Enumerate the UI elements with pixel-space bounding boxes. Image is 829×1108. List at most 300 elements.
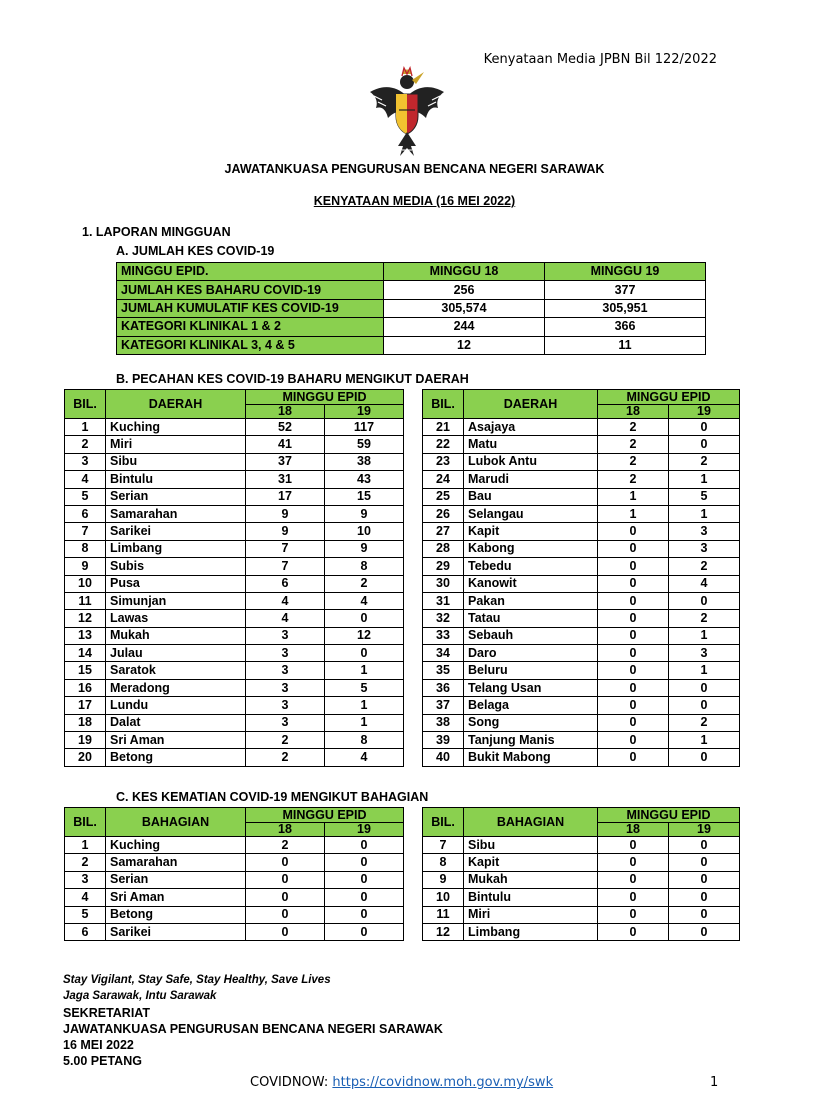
slogan-english: Stay Vigilant, Stay Safe, Stay Healthy, Save Lives xyxy=(63,974,331,986)
row-number: 38 xyxy=(423,714,464,731)
week-18-value: 0 xyxy=(598,645,669,662)
area-name: Sri Aman xyxy=(106,889,246,906)
row-number: 6 xyxy=(65,505,106,522)
table-body xyxy=(423,837,740,941)
week-18-value: 52 xyxy=(246,419,325,436)
week-18-value: 9 xyxy=(246,505,325,522)
area-name: Betong xyxy=(106,749,246,766)
area-name: Simunjan xyxy=(106,592,246,609)
week-18-value: 0 xyxy=(598,662,669,679)
week-19-header: 19 xyxy=(669,404,740,419)
week-19-value: 9 xyxy=(325,540,404,557)
covidnow-link[interactable]: https://covidnow.moh.gov.my/swk xyxy=(332,1075,554,1090)
area-name: Subis xyxy=(106,558,246,575)
week-18-value: 7 xyxy=(246,540,325,557)
week-19-value: 0 xyxy=(325,889,404,906)
week-18-value: 1 xyxy=(598,505,669,522)
section-b-heading: B. PECAHAN KES COVID-19 BAHARU MENGIKUT DAERAH xyxy=(116,372,469,386)
table-body xyxy=(423,419,740,767)
week-19-value: 59 xyxy=(325,436,404,453)
area-name: Lubok Antu xyxy=(464,453,598,470)
week-19-header: 19 xyxy=(325,404,404,419)
table-row xyxy=(65,471,404,488)
week-18-value: 0 xyxy=(598,714,669,731)
row-number: 17 xyxy=(65,697,106,714)
week-18-header: 18 xyxy=(246,822,325,837)
week-19-value: 1 xyxy=(325,697,404,714)
week-19-value: 2 xyxy=(669,714,740,731)
week-19-value: 0 xyxy=(325,854,404,871)
week-19-header: 19 xyxy=(669,822,740,837)
area-name: Telang Usan xyxy=(464,679,598,696)
area-name: Kuching xyxy=(106,419,246,436)
table-row xyxy=(65,871,404,888)
page-number: 1 xyxy=(710,1075,719,1090)
bil-header: BIL. xyxy=(65,390,106,419)
table-row xyxy=(65,453,404,470)
week-19-value: 0 xyxy=(669,436,740,453)
week-19-value: 5 xyxy=(325,679,404,696)
week-18-value: 0 xyxy=(598,837,669,854)
area-name: Tatau xyxy=(464,610,598,627)
table-row xyxy=(423,610,740,627)
week-19-value: 0 xyxy=(325,871,404,888)
table-row xyxy=(65,906,404,923)
week-19-value: 0 xyxy=(669,749,740,766)
week-19-value: 0 xyxy=(669,419,740,436)
table-row xyxy=(423,558,740,575)
table-row xyxy=(117,281,706,299)
week-18-value: 0 xyxy=(598,592,669,609)
week-18-value: 0 xyxy=(598,889,669,906)
area-name: Samarahan xyxy=(106,854,246,871)
row-number: 34 xyxy=(423,645,464,662)
table-row xyxy=(65,592,404,609)
table-row xyxy=(423,523,740,540)
media-statement-reference: Kenyataan Media JPBN Bil 122/2022 xyxy=(483,52,717,67)
week-18-value: 2 xyxy=(246,732,325,749)
week-18-value: 3 xyxy=(246,697,325,714)
week-18-value: 0 xyxy=(598,523,669,540)
area-name: Meradong xyxy=(106,679,246,696)
row-number: 22 xyxy=(423,436,464,453)
row-number: 19 xyxy=(65,732,106,749)
epid-week-header: MINGGU EPID xyxy=(598,808,740,823)
table-cell: 11 xyxy=(545,336,706,354)
area-name: Asajaya xyxy=(464,419,598,436)
area-name: Kabong xyxy=(464,540,598,557)
week-18-value: 6 xyxy=(246,575,325,592)
area-name: Sri Aman xyxy=(106,732,246,749)
table-header-cell: MINGGU 18 xyxy=(384,263,545,281)
row-number: 26 xyxy=(423,505,464,522)
row-number: 5 xyxy=(65,906,106,923)
week-18-value: 0 xyxy=(246,871,325,888)
area-name: Bau xyxy=(464,488,598,505)
week-18-value: 0 xyxy=(598,540,669,557)
week-19-value: 1 xyxy=(669,627,740,644)
week-19-value: 2 xyxy=(669,610,740,627)
week-18-header: 18 xyxy=(598,822,669,837)
row-number: 16 xyxy=(65,679,106,696)
table-row xyxy=(423,592,740,609)
row-number: 23 xyxy=(423,453,464,470)
area-name: Kapit xyxy=(464,523,598,540)
week-18-header: 18 xyxy=(246,404,325,419)
table-row xyxy=(65,610,404,627)
table-cell: 244 xyxy=(384,318,545,336)
division-header: BAHAGIAN xyxy=(464,808,598,837)
week-18-value: 0 xyxy=(598,906,669,923)
week-19-value: 0 xyxy=(669,889,740,906)
row-label: KATEGORI KLINIKAL 1 & 2 xyxy=(117,318,384,336)
row-number: 11 xyxy=(65,592,106,609)
area-name: Pusa xyxy=(106,575,246,592)
area-name: Miri xyxy=(106,436,246,453)
row-label: KATEGORI KLINIKAL 3, 4 & 5 xyxy=(117,336,384,354)
area-name: Serian xyxy=(106,488,246,505)
area-name: Kanowit xyxy=(464,575,598,592)
week-18-header: 18 xyxy=(598,404,669,419)
row-number: 24 xyxy=(423,471,464,488)
table-row xyxy=(423,697,740,714)
epid-week-header: MINGGU EPID xyxy=(246,390,404,405)
week-19-value: 1 xyxy=(325,714,404,731)
table-cell: 12 xyxy=(384,336,545,354)
district-header: DAERAH xyxy=(106,390,246,419)
week-18-value: 2 xyxy=(598,453,669,470)
week-18-value: 7 xyxy=(246,558,325,575)
week-19-value: 8 xyxy=(325,732,404,749)
row-number: 18 xyxy=(65,714,106,731)
week-19-value: 0 xyxy=(669,871,740,888)
week-19-value: 0 xyxy=(325,645,404,662)
week-19-value: 2 xyxy=(669,453,740,470)
week-19-value: 1 xyxy=(325,662,404,679)
week-19-value: 4 xyxy=(325,592,404,609)
district-cases-table-left xyxy=(64,389,404,767)
area-name: Samarahan xyxy=(106,505,246,522)
week-18-value: 0 xyxy=(598,854,669,871)
week-19-header: 19 xyxy=(325,822,404,837)
table-row xyxy=(65,505,404,522)
table-row xyxy=(423,627,740,644)
row-number: 39 xyxy=(423,732,464,749)
table-cell: 305,951 xyxy=(545,299,706,317)
table-row xyxy=(423,732,740,749)
week-18-value: 2 xyxy=(598,419,669,436)
week-18-value: 4 xyxy=(246,610,325,627)
section-c-heading: C. KES KEMATIAN COVID-19 MENGIKUT BAHAGIAN xyxy=(116,790,429,804)
area-name: Bintulu xyxy=(464,889,598,906)
week-18-value: 2 xyxy=(598,436,669,453)
table-row xyxy=(65,697,404,714)
area-name: Song xyxy=(464,714,598,731)
week-19-value: 4 xyxy=(325,749,404,766)
week-19-value: 10 xyxy=(325,523,404,540)
area-name: Tanjung Manis xyxy=(464,732,598,749)
table-header-cell: MINGGU 19 xyxy=(545,263,706,281)
area-name: Limbang xyxy=(464,923,598,940)
week-19-value: 38 xyxy=(325,453,404,470)
week-18-value: 9 xyxy=(246,523,325,540)
area-name: Miri xyxy=(464,906,598,923)
epid-week-header: MINGGU EPID xyxy=(598,390,740,405)
week-18-value: 0 xyxy=(598,749,669,766)
table-row xyxy=(423,488,740,505)
week-19-value: 43 xyxy=(325,471,404,488)
week-19-value: 2 xyxy=(669,558,740,575)
week-19-value: 0 xyxy=(325,837,404,854)
area-name: Sebauh xyxy=(464,627,598,644)
table-row xyxy=(65,575,404,592)
row-number: 2 xyxy=(65,436,106,453)
row-number: 7 xyxy=(423,837,464,854)
row-number: 3 xyxy=(65,453,106,470)
week-19-value: 0 xyxy=(669,679,740,696)
week-19-value: 0 xyxy=(669,837,740,854)
area-name: Julau xyxy=(106,645,246,662)
table-row xyxy=(117,336,706,354)
row-number: 20 xyxy=(65,749,106,766)
table-row xyxy=(65,540,404,557)
section-a-heading: A. JUMLAH KES COVID-19 xyxy=(116,244,275,258)
covidnow-footer xyxy=(250,1075,553,1090)
area-name: Betong xyxy=(106,906,246,923)
row-label: JUMLAH KES BAHARU COVID-19 xyxy=(117,281,384,299)
area-name: Dalat xyxy=(106,714,246,731)
row-number: 40 xyxy=(423,749,464,766)
week-18-value: 3 xyxy=(246,679,325,696)
release-time: 5.00 PETANG xyxy=(63,1054,142,1068)
week-18-value: 3 xyxy=(246,645,325,662)
bil-header: BIL. xyxy=(423,808,464,837)
table-row xyxy=(423,471,740,488)
secretariat-label: SEKRETARIAT xyxy=(63,1006,151,1020)
area-name: Sibu xyxy=(464,837,598,854)
area-name: Marudi xyxy=(464,471,598,488)
area-name: Sarikei xyxy=(106,523,246,540)
district-cases-table-right xyxy=(422,389,740,767)
release-date: 16 MEI 2022 xyxy=(63,1038,134,1052)
table-body xyxy=(65,837,404,941)
row-number: 10 xyxy=(423,889,464,906)
week-19-value: 0 xyxy=(669,906,740,923)
row-number: 15 xyxy=(65,662,106,679)
table-row xyxy=(65,732,404,749)
week-19-value: 1 xyxy=(669,732,740,749)
table-row xyxy=(65,558,404,575)
row-number: 11 xyxy=(423,906,464,923)
week-18-value: 0 xyxy=(598,697,669,714)
week-18-value: 0 xyxy=(598,575,669,592)
table-row xyxy=(423,854,740,871)
table-row xyxy=(423,906,740,923)
row-number: 37 xyxy=(423,697,464,714)
row-number: 9 xyxy=(65,558,106,575)
table-row xyxy=(423,453,740,470)
table-row xyxy=(423,889,740,906)
area-name: Selangau xyxy=(464,505,598,522)
week-18-value: 3 xyxy=(246,662,325,679)
week-19-value: 0 xyxy=(325,906,404,923)
media-statement-title: KENYATAAN MEDIA (16 MEI 2022) xyxy=(313,194,516,208)
row-number: 5 xyxy=(65,488,106,505)
week-19-value: 0 xyxy=(325,610,404,627)
table-row xyxy=(65,436,404,453)
table-row xyxy=(423,436,740,453)
row-number: 32 xyxy=(423,610,464,627)
area-name: Belaga xyxy=(464,697,598,714)
table-row xyxy=(423,679,740,696)
table-row xyxy=(423,419,740,436)
week-18-value: 0 xyxy=(246,854,325,871)
table-header-cell: MINGGU EPID. xyxy=(117,263,384,281)
row-number: 28 xyxy=(423,540,464,557)
table-row xyxy=(65,419,404,436)
area-name: Tebedu xyxy=(464,558,598,575)
table-header-row xyxy=(65,390,404,405)
area-name: Mukah xyxy=(464,871,598,888)
covidnow-label: COVIDNOW: xyxy=(250,1075,333,1090)
table-header-row xyxy=(423,808,740,823)
week-18-value: 3 xyxy=(246,627,325,644)
table-row xyxy=(423,540,740,557)
row-number: 4 xyxy=(65,471,106,488)
row-number: 25 xyxy=(423,488,464,505)
table-row xyxy=(423,645,740,662)
area-name: Kuching xyxy=(106,837,246,854)
week-19-value: 8 xyxy=(325,558,404,575)
row-number: 27 xyxy=(423,523,464,540)
row-number: 9 xyxy=(423,871,464,888)
week-18-value: 17 xyxy=(246,488,325,505)
weekly-report-heading: 1. LAPORAN MINGGUAN xyxy=(82,225,231,239)
row-number: 29 xyxy=(423,558,464,575)
area-name: Matu xyxy=(464,436,598,453)
row-number: 8 xyxy=(423,854,464,871)
week-18-value: 4 xyxy=(246,592,325,609)
row-number: 36 xyxy=(423,679,464,696)
table-row xyxy=(423,714,740,731)
week-19-value: 1 xyxy=(669,471,740,488)
table-row xyxy=(65,837,404,854)
week-19-value: 1 xyxy=(669,505,740,522)
row-label: JUMLAH KUMULATIF KES COVID-19 xyxy=(117,299,384,317)
table-row xyxy=(65,662,404,679)
week-18-value: 2 xyxy=(598,471,669,488)
row-number: 1 xyxy=(65,419,106,436)
row-number: 30 xyxy=(423,575,464,592)
week-18-value: 31 xyxy=(246,471,325,488)
table-row xyxy=(65,679,404,696)
table-row xyxy=(117,299,706,317)
week-18-value: 0 xyxy=(598,679,669,696)
area-name: Limbang xyxy=(106,540,246,557)
area-name: Bintulu xyxy=(106,471,246,488)
row-number: 2 xyxy=(65,854,106,871)
area-name: Mukah xyxy=(106,627,246,644)
sarawak-crest-hornbill-icon xyxy=(366,66,448,160)
bil-header: BIL. xyxy=(65,808,106,837)
table-cell: 377 xyxy=(545,281,706,299)
row-number: 10 xyxy=(65,575,106,592)
week-18-value: 2 xyxy=(246,749,325,766)
week-18-value: 0 xyxy=(246,889,325,906)
week-18-value: 0 xyxy=(246,923,325,940)
row-number: 12 xyxy=(65,610,106,627)
week-19-value: 117 xyxy=(325,419,404,436)
week-18-value: 0 xyxy=(598,610,669,627)
epid-week-header: MINGGU EPID xyxy=(246,808,404,823)
table-cell: 305,574 xyxy=(384,299,545,317)
week-18-value: 0 xyxy=(246,906,325,923)
week-19-value: 0 xyxy=(669,697,740,714)
table-row xyxy=(423,923,740,940)
week-19-value: 3 xyxy=(669,540,740,557)
week-18-value: 0 xyxy=(598,871,669,888)
week-18-value: 0 xyxy=(598,732,669,749)
row-number: 14 xyxy=(65,645,106,662)
table-row xyxy=(65,523,404,540)
table-header-row xyxy=(65,808,404,823)
row-number: 8 xyxy=(65,540,106,557)
week-18-value: 0 xyxy=(598,627,669,644)
row-number: 7 xyxy=(65,523,106,540)
table-cell: 256 xyxy=(384,281,545,299)
table-row xyxy=(423,837,740,854)
bil-header: BIL. xyxy=(423,390,464,419)
week-19-value: 0 xyxy=(669,592,740,609)
row-number: 21 xyxy=(423,419,464,436)
row-number: 12 xyxy=(423,923,464,940)
district-header: DAERAH xyxy=(464,390,598,419)
week-18-value: 1 xyxy=(598,488,669,505)
week-18-value: 37 xyxy=(246,453,325,470)
row-number: 1 xyxy=(65,837,106,854)
week-19-value: 0 xyxy=(669,923,740,940)
week-19-value: 2 xyxy=(325,575,404,592)
table-row xyxy=(65,714,404,731)
table-row xyxy=(423,749,740,766)
table-row xyxy=(423,505,740,522)
week-19-value: 15 xyxy=(325,488,404,505)
table-header-row xyxy=(423,390,740,405)
week-19-value: 12 xyxy=(325,627,404,644)
total-cases-table xyxy=(116,262,706,355)
week-19-value: 4 xyxy=(669,575,740,592)
secretariat-committee: JAWATANKUASA PENGURUSAN BENCANA NEGERI SARAWAK xyxy=(63,1022,443,1036)
row-number: 35 xyxy=(423,662,464,679)
row-number: 3 xyxy=(65,871,106,888)
area-name: Daro xyxy=(464,645,598,662)
row-number: 6 xyxy=(65,923,106,940)
area-name: Sibu xyxy=(106,453,246,470)
table-row xyxy=(423,662,740,679)
area-name: Serian xyxy=(106,871,246,888)
area-name: Lundu xyxy=(106,697,246,714)
table-row xyxy=(65,645,404,662)
area-name: Kapit xyxy=(464,854,598,871)
area-name: Sarikei xyxy=(106,923,246,940)
table-row xyxy=(65,627,404,644)
row-number: 13 xyxy=(65,627,106,644)
week-18-value: 41 xyxy=(246,436,325,453)
week-19-value: 0 xyxy=(325,923,404,940)
week-19-value: 0 xyxy=(669,854,740,871)
deaths-by-division-table-right xyxy=(422,807,740,941)
table-row xyxy=(65,488,404,505)
